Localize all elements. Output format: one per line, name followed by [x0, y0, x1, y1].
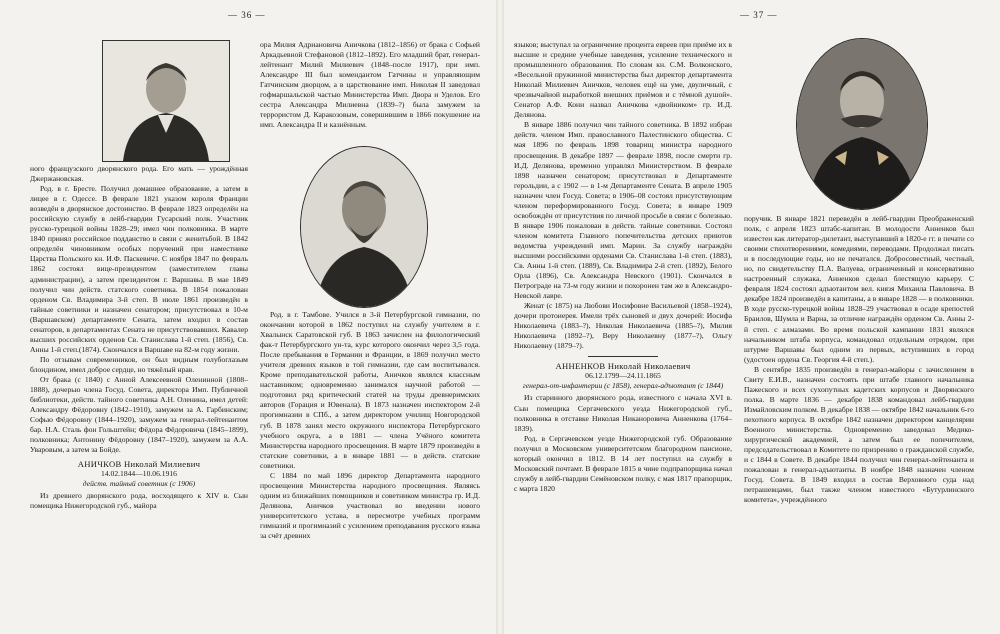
paragraph: По отзывам современников, он был видным голубоглазым блондином, имел доброе сердце, но тяжёлый нрав. [30, 354, 248, 374]
entry-dates: 06.12.1799—24.11.1865 [585, 371, 661, 381]
entry-dates: 14.02.1844—10.06.1916 [101, 469, 177, 479]
left-page [0, 0, 496, 634]
portrait-photo [300, 146, 428, 308]
entry-heading [30, 459, 248, 489]
left-column-2 [260, 40, 480, 130]
book-gutter [496, 0, 504, 634]
paragraph: В сентябре 1835 произведён в генерал-майоры с зачислением в Свиту Е.И.В., назначен состоять при штабе главного начальника Пажеского и всех сухопутных кадетских корпусов и Дворянского полка. В марте 1836 — декабре 1838 командовал лейб-гвардии Измайловским полком. В декабре 1838 — октябре 1842 начальник 6-го пехотного корпуса. В октябре 1842 назначен директором канцелярии Военного министерства. Одновременно заведовал Медико-хирургической академией, а затем был ее попечителем, председательствовал в Комитете по призрению о гражданской службе, и с 1844 в Совете. В декабре 1844 получил чин генерал-лейтенанта и пожалован в генерал-адъютанты. В ноябре 1848 назначен членом Госуд. Совета. В 1849 входил в состав Верховного суда над петрашевцами, был также членом известного «Бутурлинского комитета», учреждённого [744, 364, 974, 505]
paragraph: ного французского дворянского рода. Его мать — урождённая Джержановская. [30, 164, 248, 184]
paragraph: От брака (с 1840) с Анной Алексеевной Оленинной (1808–1888), дочерью члена Госуд. Совета, директора Имп. Публичной библиотеки, действ. тайного советника А.Н. Оленина, имел детей: Александру Фёдоровну (1842–1910), замужем за А. Гарбинским; Софью Фёдоровну (1844–1920), замужем за генерал-лейтенантом бар. Н.А. Сталь фон Гольштейн; Фёдора Фёдоровича (1845–1899), полковника; Антонину Фёдоровну (1847–1920), замужем за А.А. Уваровым, а затем за Бойде. [30, 374, 248, 455]
paragraph: ора Милия Адриановича Аничкова (1812–1856) от брака с Софьей Аркадьевной Стефановой (1812–1892). Его младший брат, генерал-лейтенант Милий Милиевич (1848–после 1917), при имп. Александре III был комендантом Гатчины и управляющим Гатчинским дворцом, а в царствование имп. Николая II заведовал гофмаршальской частью Министерства Имп. Двора и Уделов. Его сестра Александра Милиевна (1839–?) была замужем за террористом Д. Каракозовым, совершившим в 1866 покушение на имп. Александра II и казнённым. [260, 40, 480, 130]
entry-name: АННЕНКОВ Николай Николаевич [555, 361, 691, 372]
right-page [504, 0, 1000, 634]
paragraph: Из древнего дворянского рода, восходящего к XIV в. Сын помещика Нижегородской губ., майора [30, 491, 248, 511]
left-column-2-bottom [260, 310, 480, 541]
paragraph: Род. в г. Бресте. Получил домашнее образование, а затем в лицее в г. Одессе. В феврале 1821 указом короля Франции возведён в дворянское достоинство. В феврале 1823 определён на российскую службу в лейб-гвардии Гусарский полк. Участник русско-турецкой войны 1828–29; имел чин полковника. В марте 1840 принял российское подданство в связи с женитьбой. В 1842 определён чиновником особых поручений при наместнике Царства Польского кн. И.Ф. Паскевиче. С ноября 1847 по февраль 1862 состоял вице-президентом (заместителем главы администрации), а затем президентом г. Варшавы. В мае 1849 получил чин действ. статского советника. В 1854 пожалован орденом Св. Владимира 3-й степ. В июле 1861 произведён в тайные советники и назначен сенатором; присутствовал в 10-м (Варшавском) департаменте Сената, затем входил в состав сенаторов, в департаментах Сената не присутствовавших. Кавалер высших российских орденов Св. Станислава 1-й степ. (1856), Св. Анны 1-й степ.(1874). Скончался в Варшаве на 82-м году жизни. [30, 184, 248, 354]
paragraph: Женат (с 1875) на Любови Иосифовне Васильевой (1858–1924), дочери протоиерея. Имели трёх сыновей и двух дочерей: Иосифа Николаевича (1883–?), Николая Николаевича (1885–?), Милия Николаевича (1892–?), Веру Николаевну (1877–?), Ольгу Николаевну (1879–?). [514, 301, 732, 351]
paragraph: Род. в г. Тамбове. Учился в 3-й Петербургской гимназии, по окончании которой в 1862 поступил на службу учителем в г. Хвалынск Саратовской губ. В 1863 зачислен на филологический фак-т Петербургского ун-та, курс которого окончил через 3,5 года. После пребывания в Германии и Франции, в 1869 получил место учителя древних языков в той гимназии, где сам воспитывался. Кроме преподавательской работы, Аничков являлся классным наставником; одновременно занимался научной работой — подготовил ряд критический статей на труды древнеримских авторов (Горация и Ювенала). В 1873 назначен инспектором 2-й прогимназии в СПб., а затем директором училищ Новгородской губ. В 1878 занял место окружного инспектора Петербургского учебного округа, а в 1881 — члена Учёного комитета Министерства народного просвещения. В марте 1879 произведён в статские советники, а в январе 1881 — в действ. статские советники. [260, 310, 480, 470]
paragraph: Род. в Сергачевском уезде Нижегородской губ. Образование получил в Московском университетском благородном пансионе, который окончил в 1812. В 14 лет поступил на службу в Московский почтамт. В феврале 1815 в чине подпрапорщика начал службу в лейб-гвардии Семёновском полку, с мая 1817 прапорщик, с марта 1820 [514, 433, 732, 493]
paragraph: В январе 1886 получил чин тайного советника. В 1892 избран действ. членом Имп. православного Палестинского общества. С мая 1896 по февраль 1898 товарищ министра народного просвещения. В декабре 1897 — феврале 1898, после смерти гр. И.Д. Делянова, временно управлял Министерством. В феврале 1898 назначен сенатором; присутствовал в Департаменте герольдии, а с 1902 — в 1-м Департаменте Сената. В апреле 1905 назначен член Госуд. Совета; в 1906–08 состоял присутствующим членом переформированного Госуд. Совета; в январе 1909 освобождён от присутствия по личной просьбе в связи с болезнью. В январе 1906 пожалован в действ. тайные советники. Состоял членом комитета Главного попечительства детских приютов ведомства учреждений имп. Марии. За службу награждён высшими российскими орденами Св. Станислава 1-й степ. (1883), Св. Анны 1-й степ. (1889), Св. Владимира 2-й степ. (1892), Белого Орла (1896), Св. Александра Невского (1901). Скончался в Петрограде на 73-м году жизни и похоронен там же в Александро-Невской лавре. [514, 120, 732, 301]
right-column-1 [514, 40, 732, 494]
entry-rank: генерал-от-инфантерии (с 1858), генерал-адъютант (с 1844) [522, 381, 724, 391]
entry-name: АНИЧКОВ Николай Милиевич [77, 459, 201, 470]
portrait-engraving [102, 40, 230, 162]
page-number: — 36 — [228, 10, 266, 20]
right-column-2 [744, 214, 974, 505]
left-column-1 [30, 164, 248, 511]
page-number: — 37 — [740, 10, 778, 20]
paragraph: поручик. В январе 1821 переведён в лейб-гвардии Преображенский полк, с апреля 1823 штабс-капитан. В молодости Анненков был известен как литератор-дилетант, выступавший в 1820-е гг. в печати со своими стихотворениями, комедиями, переводами. Продолжал писать и в последующие годы, но не печатался. Добросовестный, честный, но, по свидетельству П.А. Валуева, ограниченный и консервативно настроенный служака, Анненков сделал блестящую карьеру. С февраля 1824 состоял адъютантом вел. князя Михаила Павловича. В декабре 1824 произведён в капитаны, а в январе 1828 — в полковники. В ходе русско-турецкой войны 1828–29 участвовал в осаде крепостей Браилов, Шумла и Варна, за отличие награждён орденом Св. Анны 2-й степ. с алмазами. Во время польской кампании 1831 являлся начальником штаба корпуса, командовал отдельным отрядом, при штурме Варшавы был одним из первых, вступивших в город (удостоен ордена Св. Георгия 4-й степ.). [744, 214, 974, 364]
paragraph: С 1884 по май 1896 директор Департамента народного просвещения Министерства народного просвещения. Являясь одним из ближайших помощников и советником министра гр. И.Д. Делянова, Аничков участвовал во введении нового университетского устава, в пересмотре учебных программ гимназий и прогимназий с усилением преподавания русского языка за счёт древних [260, 470, 480, 541]
portrait-engraving-oval [796, 38, 928, 210]
paragraph: языков; выступал за ограничение процента евреев при приёме их в высшие и средние учебные заведения, усиление технического и промышленного образования. По словам кн. С.М. Волконского, «Весельной пружинной министерства был директор департамента Николай Милиевич Аничков, человек ещё на уме, двуличный, с чрезвычайной выработкой внешних приёмов и с тёмной душой». Сенатор А.Ф. Кони назвал Аничкова «двойником» гр. И.Д. Делянова. [514, 40, 732, 120]
paragraph: Из старинного дворянского рода, известного с начала XVI в. Сын помещика Сергачевского уезда Нижегородской губ., полковника в отставке Николая Никаноровича Анненкова (1764–1839). [514, 393, 732, 433]
entry-rank: действ. тайный советник (с 1906) [82, 479, 196, 489]
entry-heading [514, 361, 732, 391]
section-divider [588, 356, 658, 357]
